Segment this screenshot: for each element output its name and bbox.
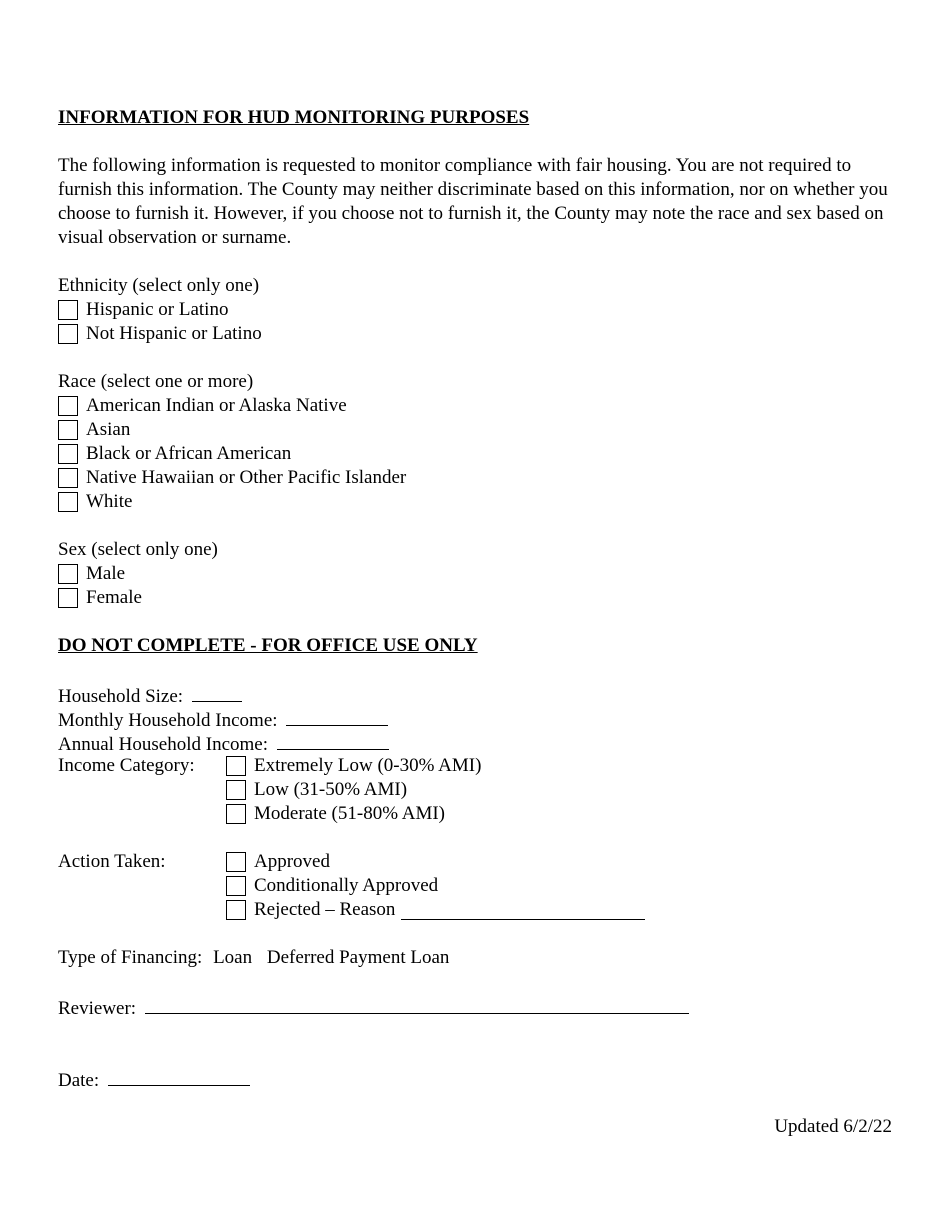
- annual-income-row: [58, 730, 898, 754]
- option-label: Extremely Low (0-30% AMI): [254, 755, 482, 776]
- office-section: [58, 634, 898, 1090]
- ethnicity-option-hispanic[interactable]: [58, 298, 898, 322]
- race-option-black[interactable]: [58, 442, 898, 466]
- sex-option-female[interactable]: [58, 586, 898, 610]
- race-option-pacific-islander[interactable]: [58, 466, 898, 490]
- action-row-2: [58, 874, 898, 898]
- monthly-income-field[interactable]: [286, 706, 388, 726]
- financing-option-deferred[interactable]: Deferred Payment Loan: [266, 947, 450, 968]
- option-label: Hispanic or Latino: [86, 299, 229, 320]
- checkbox[interactable]: [226, 852, 246, 872]
- updated-date: Updated 6/2/22: [774, 1116, 892, 1137]
- household-fields: [58, 682, 898, 826]
- sex-section: [58, 538, 898, 610]
- financing-label: Type of Financing:: [58, 947, 203, 968]
- action-taken-label: Action Taken:: [58, 851, 166, 872]
- date-field[interactable]: [108, 1066, 250, 1086]
- option-label: Native Hawaiian or Other Pacific Islander: [86, 467, 407, 488]
- checkbox[interactable]: [58, 300, 78, 320]
- option-label: Approved: [254, 851, 330, 872]
- checkbox[interactable]: [226, 756, 246, 776]
- ethnicity-section: [58, 274, 898, 346]
- income-option-extremely-low[interactable]: [226, 754, 481, 778]
- hud-heading: INFORMATION FOR HUD MONITORING PURPOSES: [58, 107, 530, 128]
- option-label: Not Hispanic or Latino: [86, 323, 262, 344]
- ethnicity-label: Ethnicity (select only one): [58, 275, 260, 296]
- action-option-rejected[interactable]: [226, 898, 645, 922]
- action-taken-section: [58, 850, 898, 922]
- action-row-3: [58, 898, 898, 922]
- option-label: White: [86, 491, 133, 512]
- option-label: American Indian or Alaska Native: [86, 395, 347, 416]
- checkbox[interactable]: [226, 900, 246, 920]
- checkbox[interactable]: [58, 420, 78, 440]
- intro-paragraph: The following information is requested to monitor compliance with fair housing. You are not required to furnish this information. The County may neither discriminate based on this information, nor on whether you choose to furnish it. However, if you choose not to furnish it, the County may note the race and sex based on visual observation or surname.: [58, 155, 888, 248]
- income-category-row-2: [58, 778, 898, 802]
- race-section: [58, 370, 898, 514]
- income-option-moderate[interactable]: [226, 802, 445, 826]
- race-label: Race (select one or more): [58, 371, 254, 392]
- checkbox[interactable]: [226, 876, 246, 896]
- income-category-label: Income Category:: [58, 755, 195, 776]
- checkbox[interactable]: [58, 492, 78, 512]
- checkbox[interactable]: [58, 564, 78, 584]
- ethnicity-option-not-hispanic[interactable]: [58, 322, 898, 346]
- option-label: Female: [86, 587, 142, 608]
- checkbox[interactable]: [226, 780, 246, 800]
- monthly-income-row: [58, 706, 898, 730]
- annual-income-label: Annual Household Income:: [58, 734, 269, 755]
- office-heading: DO NOT COMPLETE - FOR OFFICE USE ONLY: [58, 635, 478, 656]
- option-label: Asian: [86, 419, 131, 440]
- option-label: Low (31-50% AMI): [254, 779, 408, 800]
- income-category-row-3: [58, 802, 898, 826]
- monthly-income-label: Monthly Household Income:: [58, 710, 278, 731]
- financing-option-loan[interactable]: Loan: [213, 947, 253, 968]
- household-size-field[interactable]: [192, 682, 242, 702]
- reviewer-row: [58, 994, 898, 1018]
- reviewer-field[interactable]: [145, 994, 689, 1014]
- checkbox[interactable]: [58, 588, 78, 608]
- race-option-asian[interactable]: [58, 418, 898, 442]
- checkbox[interactable]: [58, 444, 78, 464]
- sex-option-male[interactable]: [58, 562, 898, 586]
- income-option-low[interactable]: [226, 778, 407, 802]
- financing-row: [58, 946, 898, 970]
- household-size-row: [58, 682, 898, 706]
- action-option-conditionally-approved[interactable]: [226, 874, 438, 898]
- checkbox[interactable]: [58, 396, 78, 416]
- option-label: Conditionally Approved: [254, 875, 439, 896]
- checkbox[interactable]: [58, 324, 78, 344]
- form-content: [58, 106, 898, 1090]
- action-row-1: [58, 850, 898, 874]
- option-label: Black or African American: [86, 443, 292, 464]
- checkbox[interactable]: [58, 468, 78, 488]
- reviewer-label: Reviewer:: [58, 998, 137, 1019]
- option-label: Rejected – Reason: [254, 899, 396, 920]
- checkbox[interactable]: [226, 804, 246, 824]
- date-label: Date:: [58, 1070, 100, 1091]
- race-option-american-indian[interactable]: [58, 394, 898, 418]
- sex-label: Sex (select only one): [58, 539, 218, 560]
- action-option-approved[interactable]: [226, 850, 330, 874]
- annual-income-field[interactable]: [277, 730, 389, 750]
- option-label: Moderate (51-80% AMI): [254, 803, 446, 824]
- household-size-label: Household Size:: [58, 686, 184, 707]
- income-category-row: [58, 754, 898, 778]
- date-row: [58, 1066, 898, 1090]
- option-label: Male: [86, 563, 126, 584]
- rejected-reason-field[interactable]: [401, 900, 645, 920]
- race-option-white[interactable]: [58, 490, 898, 514]
